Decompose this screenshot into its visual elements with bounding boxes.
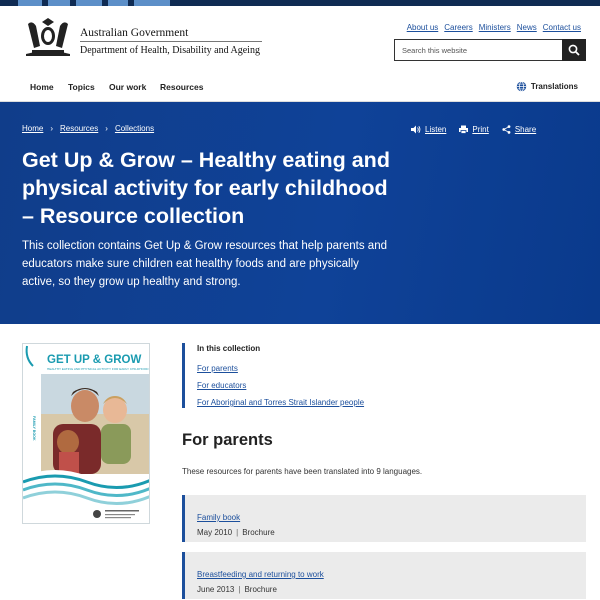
cover-illustration [23,344,150,524]
nav-item-home[interactable]: Home [30,82,54,92]
utility-link-contact-us[interactable]: Contact us [542,23,581,32]
translations-link[interactable] [516,81,578,92]
breadcrumb-resources[interactable]: Resources [60,124,99,133]
site-search [394,39,586,61]
resource-date: June 2013 [197,585,235,594]
page-actions [411,125,536,134]
utility-link-news[interactable]: News [516,23,537,32]
breadcrumb [22,124,154,133]
hero-banner [0,102,600,324]
print-button[interactable] [459,125,488,134]
main-nav [0,72,600,102]
printer-icon [459,125,468,134]
breadcrumb-collections[interactable]: Collections [114,124,155,133]
collection-link-for-educators[interactable]: For educators [197,381,247,390]
resource-link-breastfeeding[interactable]: Breastfeeding and returning to work [197,570,324,579]
resource-link-family-book[interactable]: Family book [197,513,241,522]
resource-meta [197,585,586,594]
site-header [0,6,600,72]
cover-subtitle: HEALTHY EATING AND PHYSICAL ACTIVITY FOR EARLY CHILDHOOD [47,367,149,371]
share-icon [502,125,511,134]
print-label: Print [472,125,489,134]
utility-link-about-us[interactable]: About us [406,23,439,32]
search-input[interactable] [394,39,562,61]
cover-side-text: FAMILY BOOK [32,416,36,441]
department-name: Department of Health, Disability and Ageing [80,45,260,56]
logo-divider [80,41,262,42]
utility-link-careers[interactable]: Careers [444,23,473,32]
section-description: These resources for parents have been translated into 9 languages. [182,467,423,476]
nav-item-topics[interactable]: Topics [68,82,95,92]
government-logo[interactable] [22,18,262,58]
chevron-right-icon: › [105,124,108,133]
chevron-right-icon: › [50,124,54,133]
share-button[interactable] [502,125,536,134]
listen-label: Listen [425,125,447,134]
utility-nav [404,23,584,32]
breadcrumb-home[interactable]: Home [22,124,44,133]
meta-separator: | [238,585,241,594]
page-lead: This collection contains Get Up & Grow resources that help parents and educators make sure children eat healthy foods and are physically active, so they grow up healthy and strong. [22,240,387,288]
resource-card [182,552,586,599]
resource-date: May 2010 [197,528,233,537]
listen-button[interactable] [411,125,446,134]
collection-link-for-parents[interactable]: For parents [197,364,238,373]
nav-item-our-work[interactable]: Our work [109,82,147,92]
family-book-cover-image [22,343,150,524]
collection-heading: In this collection [197,344,261,353]
search-button[interactable] [562,39,586,61]
government-name: Australian Government [80,27,189,39]
section-title: For parents [182,431,273,449]
resource-meta [197,528,586,537]
nav-item-resources[interactable]: Resources [160,82,204,92]
share-label: Share [514,125,537,134]
utility-link-ministers[interactable]: Ministers [478,23,511,32]
translations-label: Translations [530,82,578,91]
resource-card [182,495,586,542]
meta-separator: | [236,528,239,537]
speaker-icon [411,125,421,134]
coat-of-arms-icon [22,18,74,58]
in-this-collection [182,343,442,408]
resource-type: Brochure [244,585,277,594]
globe-icon [516,81,527,92]
cover-title: GET UP & GROW [47,354,142,366]
resource-type: Brochure [242,528,275,537]
search-icon [568,44,580,56]
page-title: Get Up & Grow – Healthy eating and physical activity for early childhood – Resource collection [22,148,390,228]
collection-link-aboriginal-torres-strait[interactable]: For Aboriginal and Torres Strait Islander people [197,398,365,407]
